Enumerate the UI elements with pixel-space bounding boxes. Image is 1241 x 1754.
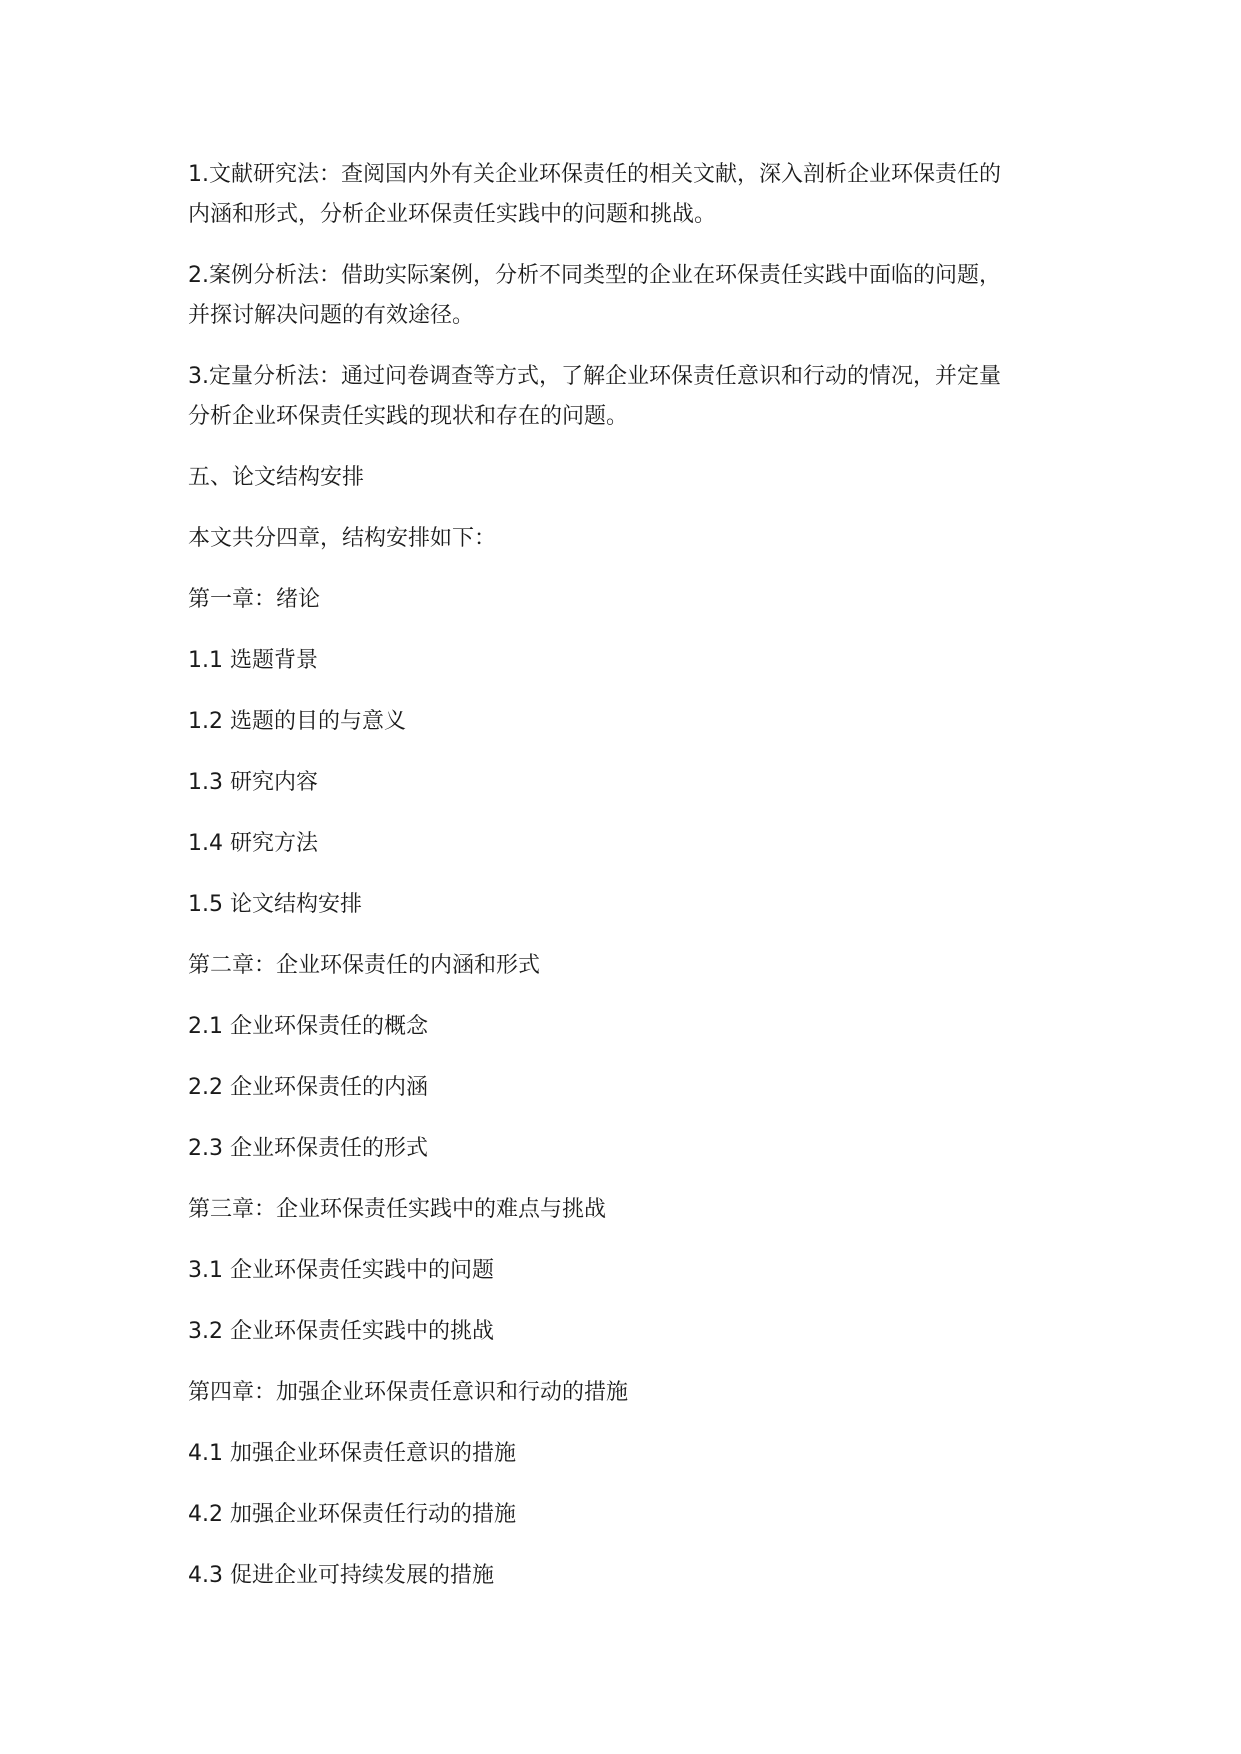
outline-item: 1.5 论文结构安排 [188,892,362,917]
paragraph-line: 内涵和形式，分析企业环保责任实践中的问题和挑战。 [188,202,717,227]
paragraph-line: 并探讨解决问题的有效途径。 [188,303,475,328]
outline-item: 1.3 研究内容 [188,770,318,795]
document-body [188,155,1048,1617]
outline-chapter: 第四章：加强企业环保责任意识和行动的措施 [188,1380,629,1405]
paragraph-line: 2.案例分析法：借助实际案例，分析不同类型的企业在环保责任实践中面临的问题， [188,263,1001,288]
outline-chapter: 第三章：企业环保责任实践中的难点与挑战 [188,1197,607,1222]
section-heading: 五、论文结构安排 [188,465,365,490]
outline-item: 2.3 企业环保责任的形式 [188,1136,428,1161]
paragraph-line: 3.定量分析法：通过问卷调查等方式，了解企业环保责任意识和行动的情况，并定量 [188,364,1001,389]
outline-chapter: 第二章：企业环保责任的内涵和形式 [188,953,541,978]
outline-item: 2.2 企业环保责任的内涵 [188,1075,428,1100]
outline-item: 1.2 选题的目的与意义 [188,709,406,734]
outline-item: 2.1 企业环保责任的概念 [188,1014,428,1039]
method-paragraph-quantitative [188,357,1048,437]
outline-item: 3.1 企业环保责任实践中的问题 [188,1258,494,1283]
paragraph-line: 分析企业环保责任实践的现状和存在的问题。 [188,404,629,429]
outline-item: 4.3 促进企业可持续发展的措施 [188,1563,494,1588]
outline-item: 1.4 研究方法 [188,831,318,856]
paragraph-line: 1.文献研究法：查阅国内外有关企业环保责任的相关文献，深入剖析企业环保责任的 [188,162,1001,187]
method-paragraph-literature [188,155,1048,235]
outline-item: 3.2 企业环保责任实践中的挑战 [188,1319,494,1344]
structure-intro: 本文共分四章，结构安排如下： [188,526,497,551]
outline-item: 1.1 选题背景 [188,648,318,673]
outline-chapter: 第一章：绪论 [188,587,321,612]
method-paragraph-case-study [188,256,1048,336]
outline-item: 4.1 加强企业环保责任意识的措施 [188,1441,516,1466]
outline-item: 4.2 加强企业环保责任行动的措施 [188,1502,516,1527]
